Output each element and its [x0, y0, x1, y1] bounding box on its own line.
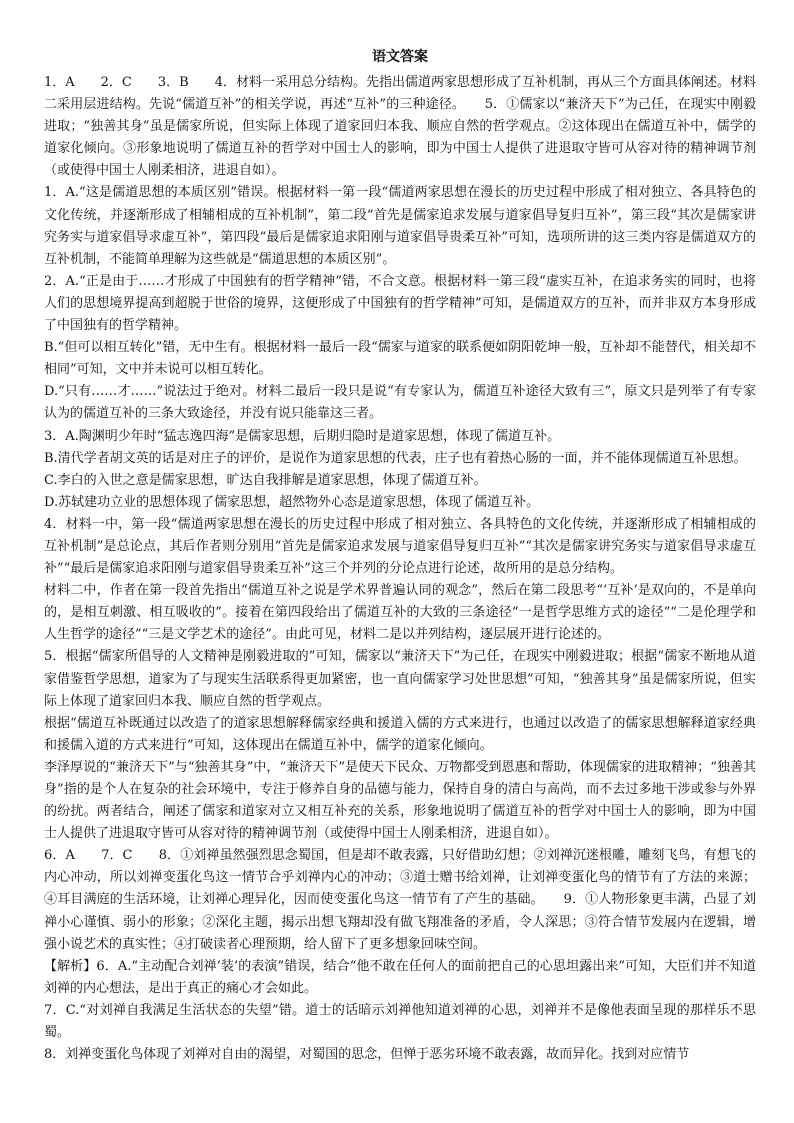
answer-paragraph: D.苏轼建功立业的思想体现了儒家思想，超然物外心态是道家思想，体现了儒道互补。	[44, 494, 540, 510]
answer-paragraph: D.“只有……才……”说法过于绝对。材料二最后一段只是说“有专家认为，儒道互补途径大致有三”，原文只是列举了有专家认为的儒道互补的三条大致途径，并没有说只能靠这三者。	[44, 384, 756, 422]
answer-paragraph: 1．A 2．C 3．B 4．材料一采用总分结构。先指出儒道两家思想形成了互补机制，再从三个方面具体阐述。材料二采用层进结构。先说“儒道互补”的相关学说，再述“互补”的三种途径。 5．①儒家以“兼济天下”为己任，在现实中刚毅进取；“独善其身”虽是儒家所说，但实际上体现了道家回归本我、顺应自然的哲学观点。②这体现出在儒道互补中，儒学的道家化倾向。③形象地说明了儒道互补的哲学对中国士人的影响，即为中国士人提供了进退取守皆可从容对待的精神调节剂（或使得中国士人刚柔相济，进退自如）。	[44, 75, 756, 179]
answer-paragraph: 4．材料一中，第一段“儒道两家思想在漫长的历史过程中形成了相对独立、各具特色的文化传统，并逐渐形成了相辅相成的互补机制”是总论点，其后作者则分别用“首先是儒家追求发展与道家倡导复归互补”“其次是儒家讲究务实与道家倡导求虚互补”“最后是儒家追求阳刚与道家倡导贵柔互补”这三个并列的分论点进行论述，故所用的是总分结构。	[44, 516, 756, 577]
answer-paragraph: 7．C.“对刘禅自我满足生活状态的失望”错。道士的话暗示刘禅他知道刘禅的心思，刘禅并不是像他表面呈现的那样乐不思蜀。	[44, 1002, 756, 1041]
page-title: 语文答案	[372, 49, 428, 65]
answer-paragraph: 3．A.陶渊明少年时“猛志逸四海”是儒家思想，后期归隐时是道家思想，体现了儒道互补。	[44, 428, 561, 444]
answer-body	[44, 72, 756, 1066]
answer-paragraph: B.清代学者胡文英的话是对庄子的评价，是说作为道家思想的代表，庄子也有着热心肠的一面，并不能体现儒道互补思想。	[44, 450, 747, 466]
answer-paragraph: C.李白的入世之意是儒家思想，旷达自我排解是道家思想，体现了儒道互补。	[44, 472, 487, 488]
answer-paragraph: 6．A 7．C 8．①刘禅虽然强烈思念蜀国，但是却不敢表露，只好借助幻想；②刘禅沉迷根雕，雕刻飞鸟，有想飞的内心冲动，所以刘禅变蛋化鸟这一情节合乎刘禅内心的冲动；③道士赠书给刘禅，让刘禅变蛋化鸟的情节有了方法的来源；④耳目满庭的生活环境，让刘禅心理异化，因而使变蛋化鸟这一情节有了产生的基础。 9．①人物形象更丰满，凸显了刘禅小心谨慎、弱小的形象；②深化主题，揭示出想飞翔却没有做飞翔准备的矛盾，令人深思；③符合情节发展内在逻辑，增强小说艺术的真实性；④打破读者心理预期，给人留下了更多想象回味空间。	[44, 848, 756, 952]
answer-paragraph: B.“但可以相互转化”错，无中生有。根据材料一最后一段“儒家与道家的联系便如阴阳乾坤一般，互补却不能替代，相关却不相同”可知，文中并未说可以相互转化。	[44, 340, 756, 378]
answer-paragraph: 1．A.“这是儒道思想的本质区别”错误。根据材料一第一段“儒道两家思想在漫长的历史过程中形成了相对独立、各具特色的文化传统，并逐渐形成了相辅相成的互补机制”，第二段“首先是儒家追求发展与道家倡导复归互补”，第三段“其次是儒家讲究务实与道家倡导求虚互补”，第四段“最后是儒家追求阳刚与道家倡导贵柔互补”可知，选项所讲的这三类内容是儒道双方的互补机制，不能简单理解为这些就是“儒道思想的本质区别”。	[44, 185, 756, 267]
answer-paragraph: 根据“儒道互补既通过以改造了的道家思想解释儒家经典和援道入儒的方式来进行，也通过以改造了的儒家思想解释道家经典和援儒入道的方式来进行”可知，这体现出在儒道互补中，儒学的道家化倾向。	[44, 715, 756, 753]
answer-paragraph: 2．A.“正是由于……才形成了中国独有的哲学精神”错，不合文意。根据材料一第三段“虚实互补，在追求务实的同时，也将人们的思想境界提高到超脱于世俗的境界，这便形成了中国独有的哲学精神”可知，是儒道双方的互补，而并非双方本身形成了中国独有的哲学精神。	[44, 273, 756, 334]
answer-paragraph: 5．根据“儒家所倡导的人文精神是刚毅进取的”可知，儒家以“兼济天下”为己任，在现实中刚毅进取；根据“儒家不断地从道家借鉴哲学思想，道家为了与现实生活联系得更加紧密，也一直向儒家学习处世思想”可知，“独善其身”虽是儒家所说，但实际上体现了道家回归本我、顺应自然的哲学观点。	[44, 649, 756, 709]
answer-paragraph: 材料二中，作者在第一段首先指出“儒道互补之说是学术界普遍认同的观念”，然后在第二段思考“‘互补’是双向的，不是单向的，是相互刺激、相互吸收的”。接着在第四段给出了儒道互补的大致的三条途径“一是哲学思维方式的途径”“二是伦理学和人生哲学的途径”“三是文学艺术的途径”。由此可见，材料二是以并列结构，逐层展开进行论述的。	[44, 583, 756, 643]
answer-paragraph: 【解析】6．A.“主动配合刘禅‘装’的表演”错误，结合“他不敢在任何人的面前把自己的心思坦露出来”可知，大臣们并不知道刘禅的内心想法，是出于真正的痛心才会如此。	[44, 958, 756, 996]
answer-paragraph: 8．刘禅变蛋化鸟体现了刘禅对自由的渴望，对蜀国的思念，但惮于恶劣环境不敢表露，故而异化。找到对应情节	[44, 1047, 690, 1063]
answer-sheet-page	[44, 46, 756, 1066]
answer-paragraph: 李泽厚说的“兼济天下”与“独善其身”中，“兼济天下”是使天下民众、万物都受到恩惠和帮助，体现儒家的进取精神；“独善其身”指的是个人在复杂的社会环境中，专注于修养自身的品德与能力，保持自身的清白与高尚，而不去过多地干涉或参与外界的纷扰。两者结合，阐述了儒家和道家对立又相互补充的关系，形象地说明了儒道互补的哲学对中国士人的影响，即为中国士人提供了进退取守皆可从容对待的精神调节剂（或使得中国士人刚柔相济，进退自如）。	[44, 759, 756, 842]
